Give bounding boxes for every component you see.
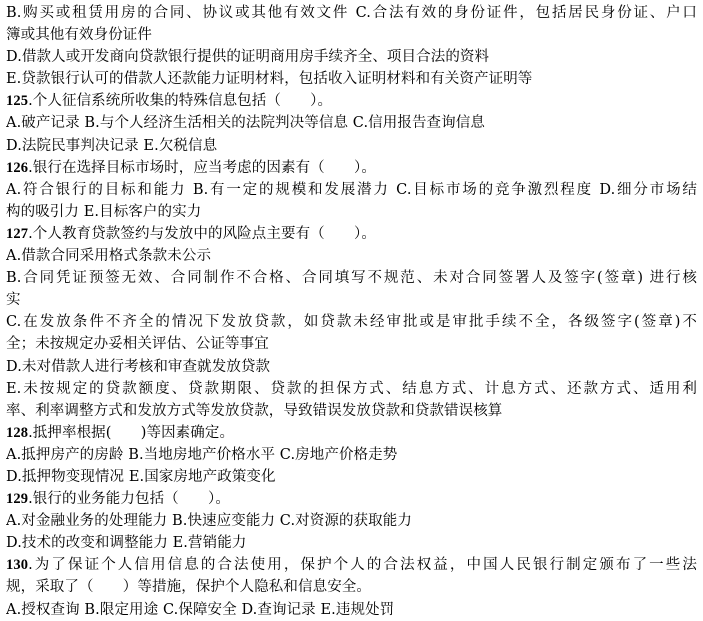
question-number: 128 bbox=[6, 424, 29, 441]
text-line bbox=[6, 68, 697, 90]
line-text: D.未对借款人进行考核和审查就发放贷款 bbox=[6, 358, 271, 375]
question-number: 130 bbox=[6, 557, 29, 574]
line-text: D.法院民事判决记录 E.欠税信息 bbox=[6, 137, 218, 154]
text-line bbox=[6, 112, 697, 134]
text-line bbox=[6, 599, 697, 621]
text-line bbox=[6, 510, 697, 532]
line-text: A.破产记录 B.与个人经济生活相关的法院判决等信息 C.信用报告查询信息 bbox=[6, 115, 485, 132]
question-number: 126 bbox=[6, 159, 29, 176]
line-text: D.抵押物变现情况 E.国家房地产政策变化 bbox=[6, 468, 276, 485]
text-line bbox=[6, 267, 697, 289]
question-line bbox=[6, 422, 697, 444]
line-text: .银行的业务能力包括（ ）。 bbox=[28, 491, 230, 508]
text-line bbox=[6, 532, 697, 554]
question-line bbox=[6, 157, 697, 179]
question-number: 129 bbox=[6, 491, 29, 508]
line-text: A.抵押房产的房龄 B.当地房地产价格水平 C.房地产价格走势 bbox=[6, 446, 398, 463]
text-line bbox=[6, 378, 697, 400]
line-text: E.未按规定的贷款额度、贷款期限、贷款的担保方式、结息方式、计息方式、还款方式、适用利 bbox=[6, 380, 697, 397]
line-text: 构的吸引力 E.目标客户的实力 bbox=[6, 203, 202, 220]
line-text: B.合同凭证预签无效、合同制作不合格、合同填写不规范、未对合同签署人及签字(签章) 进行核 bbox=[6, 270, 697, 287]
question-line bbox=[6, 90, 697, 112]
text-line bbox=[6, 245, 697, 267]
line-text: D.借款人或开发商向贷款银行提供的证明商用房手续齐全、项目合法的资料 bbox=[6, 49, 490, 66]
text-line bbox=[6, 46, 697, 68]
text-line bbox=[6, 356, 697, 378]
line-text: .抵押率根据( )等因素确定。 bbox=[28, 424, 235, 441]
line-text: .银行在选择目标市场时，应当考虑的因素有（ ）。 bbox=[28, 159, 376, 176]
text-line bbox=[6, 444, 697, 466]
text-line bbox=[6, 576, 697, 598]
question-line bbox=[6, 488, 697, 510]
text-line bbox=[6, 311, 697, 333]
question-line bbox=[6, 223, 697, 245]
text-line bbox=[6, 179, 697, 201]
question-line bbox=[6, 554, 697, 576]
question-number: 125 bbox=[6, 93, 29, 110]
line-text: C.在发放条件不齐全的情况下发放贷款，如贷款未经审批或是审批手续不全，各级签字(签章)不 bbox=[6, 314, 697, 331]
text-line bbox=[6, 289, 697, 311]
text-line bbox=[6, 333, 697, 355]
question-number: 127 bbox=[6, 225, 29, 242]
line-text: A.对金融业务的处理能力 B.快速应变能力 C.对资源的获取能力 bbox=[6, 513, 412, 530]
text-line bbox=[6, 201, 697, 223]
line-text: 规，采取了（ ）等措施，保护个人隐私和信息安全。 bbox=[6, 579, 371, 596]
line-text: .个人征信系统所收集的特殊信息包括（ ）。 bbox=[28, 93, 333, 110]
line-text: D.技术的改变和调整能力 E.营销能力 bbox=[6, 535, 247, 552]
text-line bbox=[6, 2, 697, 24]
line-text: 率、利率调整方式和发放方式等发放贷款，导致错误发放贷款和贷款错误核算 bbox=[6, 402, 503, 419]
line-text: 簿或其他有效身份证件 bbox=[6, 27, 152, 44]
line-text: A.借款合同采用格式条款未公示 bbox=[6, 248, 212, 265]
line-text: 实 bbox=[6, 292, 21, 309]
line-text: .个人教育贷款签约与发放中的风险点主要有（ ）。 bbox=[28, 225, 376, 242]
line-text: A.授权查询 B.限定用途 C.保障安全 D.查询记录 E.违规处罚 bbox=[6, 601, 395, 618]
text-line bbox=[6, 466, 697, 488]
line-text: 全；未按规定办妥相关评估、公证等事宜 bbox=[6, 336, 269, 353]
line-text: E.贷款银行认可的借款人还款能力证明材料，包括收入证明材料和有关资产证明等 bbox=[6, 71, 533, 88]
line-text: B.购买或租赁用房的合同、协议或其他有效文件 C.合法有效的身份证件，包括居民身份证、户口 bbox=[6, 5, 697, 21]
text-line bbox=[6, 135, 697, 157]
text-line bbox=[6, 400, 697, 422]
line-text: A.符合银行的目标和能力 B.有一定的规模和发展潜力 C.目标市场的竞争激烈程度 D.细分市场结 bbox=[6, 181, 697, 198]
text-line bbox=[6, 24, 697, 46]
line-text: .为了保证个人信用信息的合法使用，保护个人的合法权益，中国人民银行制定颁布了一些法 bbox=[28, 557, 697, 574]
